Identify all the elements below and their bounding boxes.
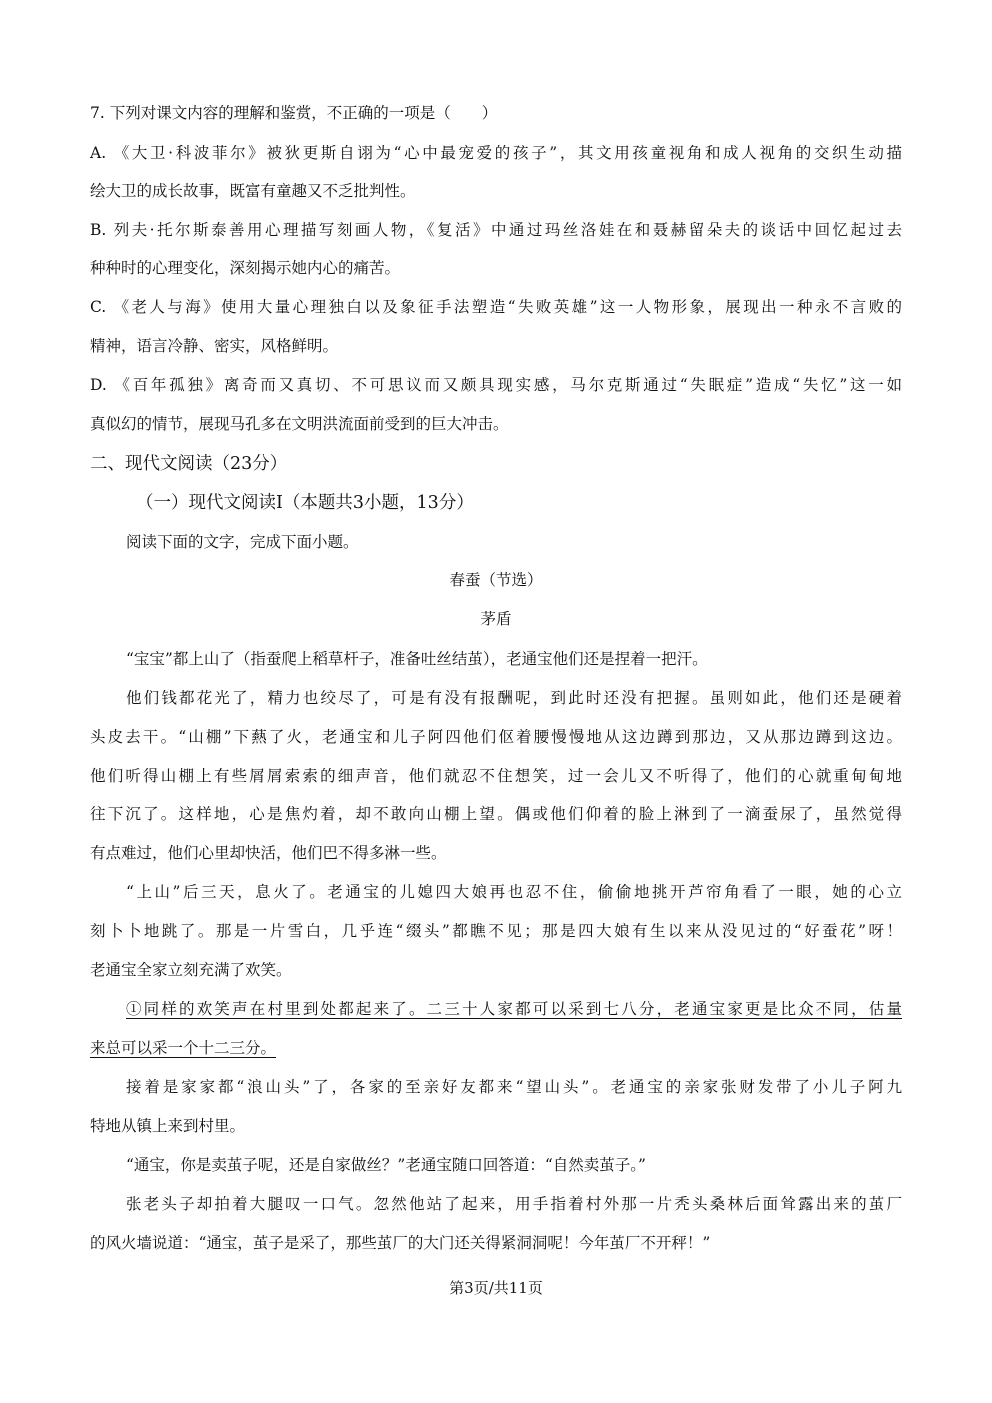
reading-instruction: 阅读下面的文字，完成下面小题。: [126, 533, 359, 551]
paragraph-3-line-2: 刻卜卜地跳了。那是一片雪白，几乎连“缀头”都瞧不见；那是四大娘有生以来从没见过的“好蚕花”呀！: [90, 922, 902, 940]
paragraph-3-line-3: 老通宝全家立刻充满了欢笑。: [90, 961, 292, 979]
paragraph-7-line-1: 张老头子却拍着大腿叹一口气。忽然他站了起来，用手指着村外那一片秃头桑林后面耸露出来的茧厂: [126, 1195, 902, 1213]
article-author: 茅盾: [480, 610, 512, 628]
paragraph-2-line-3: 他们听得山棚上有些屑屑索索的细声音，他们就忍不住想笑，过一会儿又不听得了，他们的心就重甸甸地: [90, 767, 902, 785]
paragraph-5-line-2: 特地从镇上来到村里。: [90, 1117, 246, 1135]
option-a-line-2: 绘大卫的成长故事，既富有童趣又不乏批判性。: [90, 182, 416, 200]
paragraph-4-line-2-wrap: [90, 1038, 902, 1058]
paragraph-2-line-4: 往下沉了。这样地，心是焦灼着，却不敢向山棚上望。偶或他们仰着的脸上淋到了一滴蚕尿了，虽然觉得: [90, 805, 902, 823]
paragraph-1-line-1: “宝宝”都上山了（指蚕爬上稻草杆子，准备吐丝结茧），老通宝他们还是捏着一把汗。: [126, 650, 708, 668]
paragraph-6-line-1: “通宝，你是卖茧子呢，还是自家做丝？”老通宝随口回答道：“自然卖茧子。”: [126, 1156, 646, 1174]
paragraph-3-line-1: “上山”后三天，息火了。老通宝的儿媳四大娘再也忍不住，偷偷地挑开芦帘角看了一眼，她的心立: [126, 883, 902, 901]
option-b-line-1: B. 列夫·托尔斯泰善用心理描写刻画人物，《复活》中通过玛丝洛娃在和聂赫留朵夫的谈话中回忆起过去: [90, 221, 902, 239]
option-b-line-2: 种种时的心理变化，深刻揭示她内心的痛苦。: [90, 259, 401, 277]
paragraph-2-line-1: 他们钱都花光了，精力也绞尽了，可是有没有报酬呢，到此时还没有把握。虽则如此，他们还是硬着: [126, 689, 902, 707]
article-title: 春蚕（节选）: [449, 571, 543, 589]
question-7-stem: 7. 下列对课文内容的理解和鉴赏，不正确的一项是（ ）: [90, 104, 498, 122]
option-c-line-2: 精神，语言冷静、密实，风格鲜明。: [90, 337, 339, 355]
page-number: 第3页/共11页: [449, 1279, 543, 1297]
option-c-line-1: C. 《老人与海》使用大量心理独白以及象征手法塑造“失败英雄”这一人物形象，展现出一种永不言败的: [90, 298, 902, 316]
paragraph-7-line-2: 的风火墙说道：“通宝，茧子是采了，那些茧厂的大门还关得紧洞洞呢！今年茧厂不开秤！”: [90, 1234, 711, 1252]
paragraph-4-line-2: 来总可以采一个十二三分。: [90, 1039, 277, 1057]
paragraph-5-line-1: 接着是家家都“浪山头”了，各家的至亲好友都来“望山头”。老通宝的亲家张财发带了小儿子阿九: [126, 1078, 902, 1096]
option-a-line-1: A. 《大卫·科波菲尔》被狄更斯自诩为“心中最宠爱的孩子”，其文用孩童视角和成人视角的交织生动描: [90, 144, 902, 162]
paragraph-2-line-2: 头皮去干。“山棚”下爇了火，老通宝和儿子阿四他们伛着腰慢慢地从这边蹲到那边，又从那边蹲到这边。: [90, 728, 902, 746]
paragraph-2-line-5: 有点难过，他们心里却快活，他们巴不得多淋一些。: [90, 844, 447, 862]
section-subtitle: （一）现代文阅读Ⅰ（本题共3小题，13分）: [136, 493, 474, 513]
option-d-line-1: D. 《百年孤独》离奇而又真切、不可思议而又颇具现实感，马尔克斯通过“失眠症”造成“失忆”这一如: [90, 376, 902, 394]
option-d-line-2: 真似幻的情节，展现马孔多在文明洪流面前受到的巨大冲击。: [90, 415, 509, 433]
section-title: 二、现代文阅读（23分）: [90, 454, 288, 474]
paragraph-4-line-1: ①同样的欢笑声在村里到处都起来了。二三十人家都可以采到七八分，老通宝家更是比众不同，估量: [126, 1000, 902, 1018]
